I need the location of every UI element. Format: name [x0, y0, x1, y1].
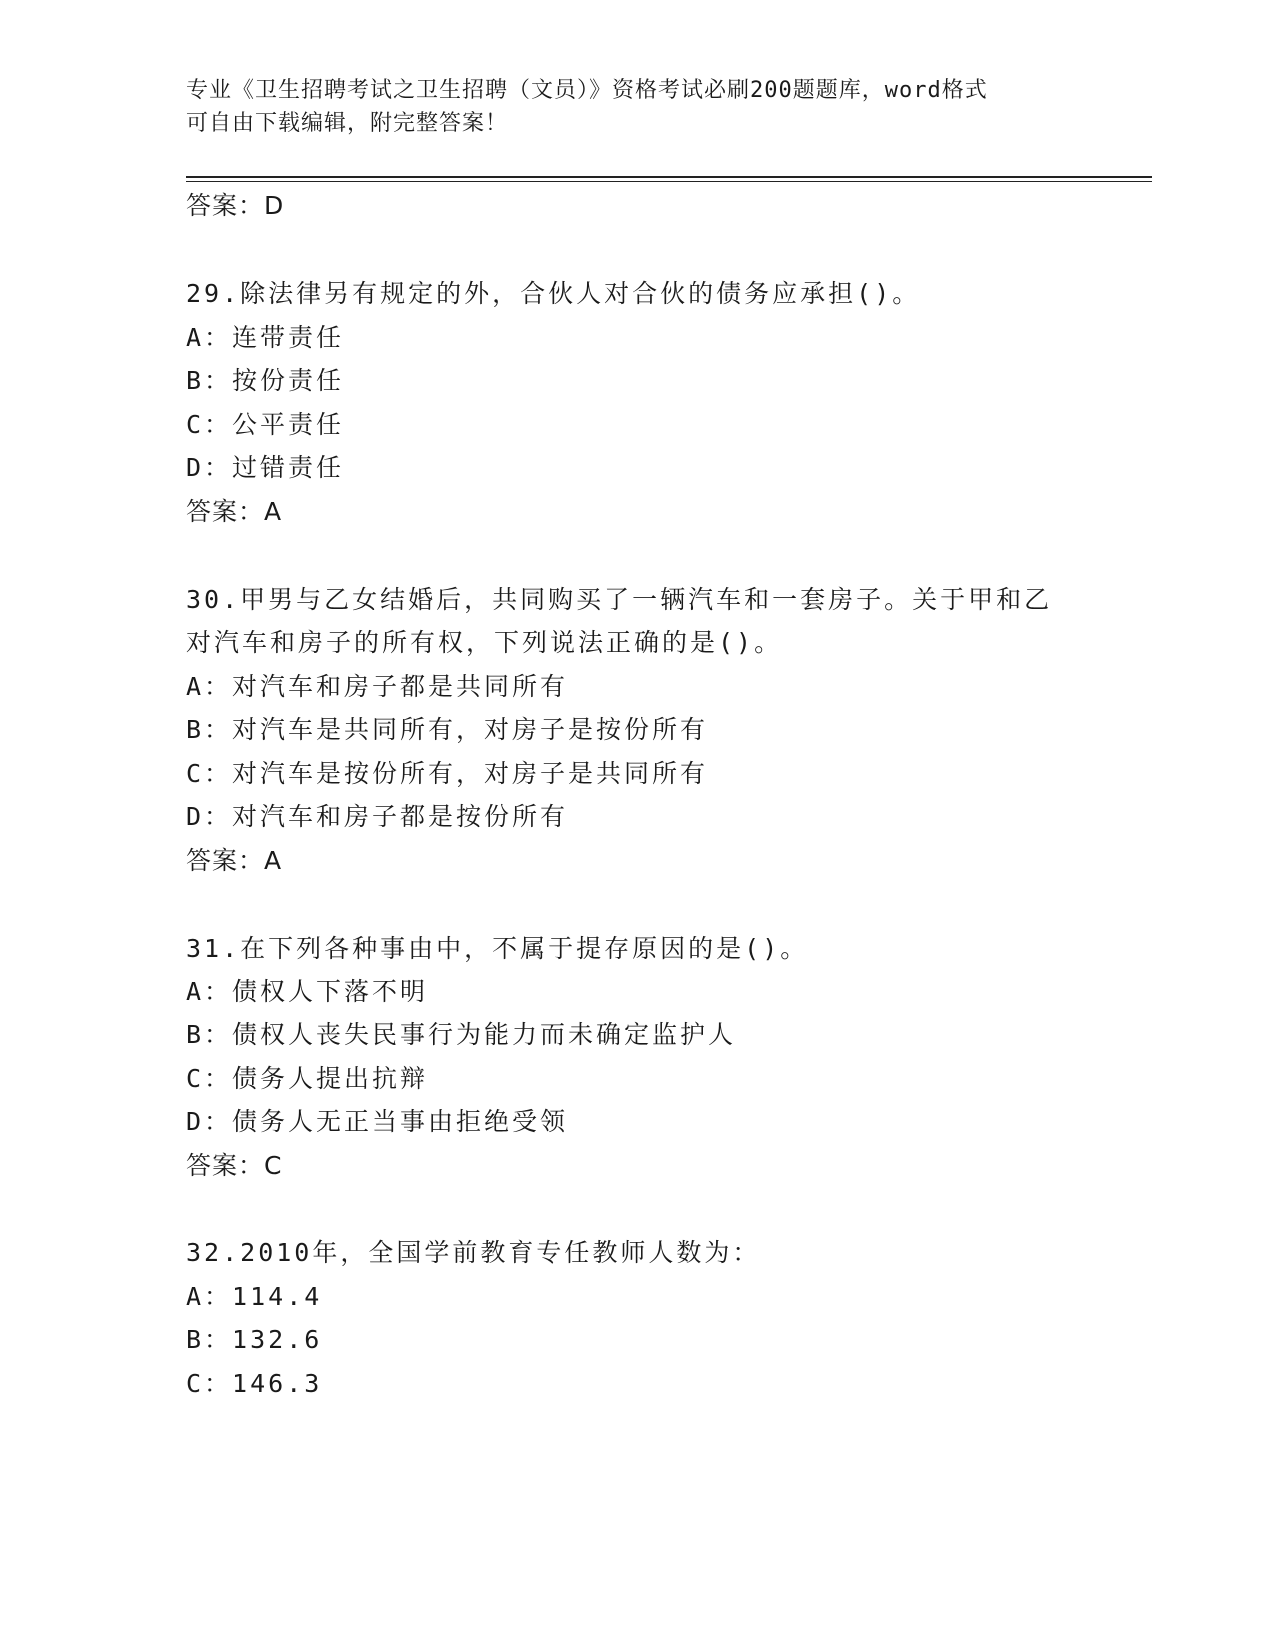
question-29-option-b: B：按份责任 — [186, 366, 345, 395]
question-32-option-c: C：146.3 — [186, 1369, 323, 1398]
header-divider — [186, 176, 1152, 182]
question-30-option-a: A：对汽车和房子都是共同所有 — [186, 672, 569, 701]
header-line-1: 专业《卫生招聘考试之卫生招聘（文员）》资格考试必刷200题题库，word格式 — [186, 78, 988, 103]
question-31-option-b: B：债权人丧失民事行为能力而未确定监护人 — [186, 1020, 737, 1049]
question-31-option-c: C：债务人提出抗辩 — [186, 1064, 429, 1093]
document-header — [186, 74, 1086, 140]
question-29-option-a: A：连带责任 — [186, 323, 345, 352]
question-29-text: 29.除法律另有规定的外，合伙人对合伙的债务应承担()。 — [186, 279, 921, 308]
question-31-option-d: D：债务人无正当事由拒绝受领 — [186, 1107, 569, 1136]
question-29-answer: 答案：A — [186, 497, 283, 526]
question-30-answer: 答案：A — [186, 846, 283, 875]
question-31-option-a: A：债权人下落不明 — [186, 977, 429, 1006]
question-32-option-a: A：114.4 — [186, 1282, 323, 1311]
question-31-answer: 答案：C — [186, 1151, 283, 1180]
question-31-text: 31.在下列各种事由中，不属于提存原因的是()。 — [186, 934, 809, 963]
question-29-option-d: D：过错责任 — [186, 453, 345, 482]
question-30-text-line-2: 对汽车和房子的所有权，下列说法正确的是()。 — [186, 628, 783, 657]
question-30-text-line-1: 30.甲男与乙女结婚后，共同购买了一辆汽车和一套房子。关于甲和乙 — [186, 585, 1053, 614]
question-32-option-b: B：132.6 — [186, 1325, 323, 1354]
question-30-option-d: D：对汽车和房子都是按份所有 — [186, 802, 569, 831]
header-line-2: 可自由下载编辑，附完整答案！ — [186, 111, 509, 136]
question-30-option-b: B：对汽车是共同所有，对房子是按份所有 — [186, 715, 709, 744]
question-29-option-c: C：公平责任 — [186, 410, 345, 439]
previous-answer: 答案：D — [186, 191, 285, 220]
question-32-text: 32.2010年，全国学前教育专任教师人数为： — [186, 1238, 761, 1267]
question-30-option-c: C：对汽车是按份所有，对房子是共同所有 — [186, 759, 709, 788]
